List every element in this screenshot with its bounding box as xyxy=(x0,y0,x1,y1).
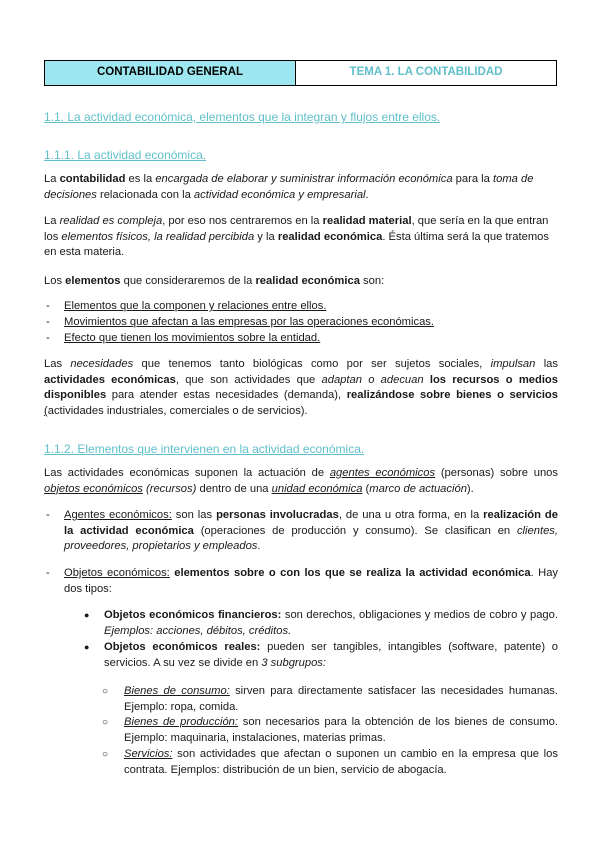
paragraph-necesidades: Las necesidades que tenemos tanto biológicas como por ser sujetos sociales, impulsan las actividades económicas, que son actividades que adaptan o adecuan los recursos o medios disponibles para atender estas necesidades (demanda), realizándose sobre bienes o servicios (actividades industriales, comerciales o de servicios). xyxy=(44,358,558,417)
header-table xyxy=(44,60,557,86)
dash-marker: - xyxy=(46,316,50,328)
list-item-bienes-produccion: ○ Bienes de producción: son necesarios para la obtención de los bienes de consumo. Ejemplo: maquinaria, instalaciones, materias primas. xyxy=(102,716,558,744)
list-item-objetos: - Objetos económicos: elementos sobre o con los que se realiza la actividad económica. Hay dos tipos: xyxy=(46,567,559,595)
bullet-icon: ● xyxy=(84,610,90,620)
dash-marker: - xyxy=(46,567,50,579)
section-heading-1-1-2: 1.1.2. Elementos que intervienen en la actividad económica. xyxy=(44,442,365,456)
paragraph-elementos: Los elementos que consideraremos de la realidad económica son: xyxy=(44,275,385,287)
list-item-servicios: ○ Servicios: son actividades que afectan o suponen un cambio en la empresa que los contrata. Ejemplos: distribución de un bien, servicio de abogacía. xyxy=(102,748,558,776)
paragraph-contabilidad: La contabilidad es la encargada de elaborar y suministrar información económica para la toma de decisiones relacionada con la actividad económica y empresarial. xyxy=(44,173,534,201)
section-heading-1-1: 1.1. La actividad económica, elementos que la integran y flujos entre ellos. xyxy=(44,110,441,124)
circle-bullet-icon: ○ xyxy=(102,749,109,760)
course-title: CONTABILIDAD GENERAL xyxy=(45,61,296,85)
section-heading-1-1-1: 1.1.1. La actividad económica. xyxy=(44,148,207,162)
dash-marker: - xyxy=(46,332,50,344)
dash-marker: - xyxy=(46,509,50,521)
list-item-agentes: - Agentes económicos: son las personas involucradas, de una u otra forma, en la realización de la actividad económica (operaciones de producción y consumo). Se clasifican en clientes, proveedores, propietarios y empleados. xyxy=(46,509,558,553)
topic-title: TEMA 1. LA CONTABILIDAD xyxy=(349,66,503,79)
paragraph-realidad: La realidad es compleja, por eso nos centraremos en la realidad material, que sería en la que entran los elementos físicos, la realidad percibida y la realidad económica. Ésta última será la que tratemos en esta materia. xyxy=(44,215,549,259)
paragraph-actuacion: Las actividades económicas suponen la actuación de agentes económicos (personas) sobre unos objetos económicos (recursos) dentro de una unidad económica (marco de actuación). xyxy=(44,467,559,495)
document-page: CONTABILIDAD GENERAL TEMA 1. LA CONTABILIDAD 1.1. La actividad económica, elementos que la integran y flujos entre ellos. 1.1.1. La actividad económica. La contabilidad es la encargada de elaborar y suministrar información económica para la toma de decisiones relacionada con la actividad económica y empresarial. La realidad es compleja, por eso nos centraremos en la realidad material, que sería en la que entran los elementos físicos, la realidad percibida y la realidad económica. Ésta última será la que tratemos en esta materia. Los elementos que consideraremos de la realidad económica son: - Elementos que la componen y relaciones entre ellos. - Movimientos que afectan a las empresas por las operaciones económicas. - Efecto que tienen los movimientos sobre la entidad. Las necesidades que tenemos tanto biológicas como por ser sujetos sociales, impulsan las actividades económicas, que son actividades que adaptan o adecuan los recursos o medios disponibles para atender estas necesidades (demanda), realizándose sobre bienes o servicios (actividades industriales, comerciales o de servicios). 1.1.2. Elementos que intervienen en la actividad económica. Las actividades económicas suponen la actuación de agentes económicos (personas) sobre unos objetos económicos (recursos) dentro de una unidad económica (marco de actuación). - Agentes económicos: son las personas involucradas, de una u otra forma, en la realización de la actividad económica (operaciones de producción y consumo). Se clasifican en clientes, proveedores, propietarios y empleados. - Objetos económicos: elementos sobre o con los que se realiza la actividad económica. Hay dos tipos: ● Objetos económicos financieros: son derechos, obligaciones y medios de cobro y pago. Ejemplos: acciones, débitos, créditos. ● Objetos económicos reales: pueden ser tangibles, intangibles (software, patente) o servicios. A su vez se divide en 3 subgrupos: ○ Bienes de consumo: sirven para directamente satisfacer las necesidades humanas. Ejemplo: ropa, comida. ○ Bienes de producción: son necesarios para la obtención de los bienes de consumo. Ejemplo: maquinaria, instalaciones, materias primas. ○ Servicios: son actividades que afectan o suponen un cambio en la empresa que los contrata. Ejemplos: distribución de un bien, servicio de abogacía. xyxy=(0,0,600,848)
dash-marker: - xyxy=(46,300,50,312)
list-item-bienes-consumo: ○ Bienes de consumo: sirven para directamente satisfacer las necesidades humanas. Ejemplo: ropa, comida. xyxy=(102,685,558,713)
list-item-reales: ● Objetos económicos reales: pueden ser tangibles, intangibles (software, patente) o servicios. A su vez se divide en 3 subgrupos: xyxy=(84,641,559,669)
circle-bullet-icon: ○ xyxy=(102,717,109,728)
list-item-financieros: ● Objetos económicos financieros: son derechos, obligaciones y medios de cobro y pago. Ejemplos: acciones, débitos, créditos. xyxy=(84,609,558,637)
bullet-icon: ● xyxy=(84,642,90,652)
circle-bullet-icon: ○ xyxy=(102,686,109,697)
